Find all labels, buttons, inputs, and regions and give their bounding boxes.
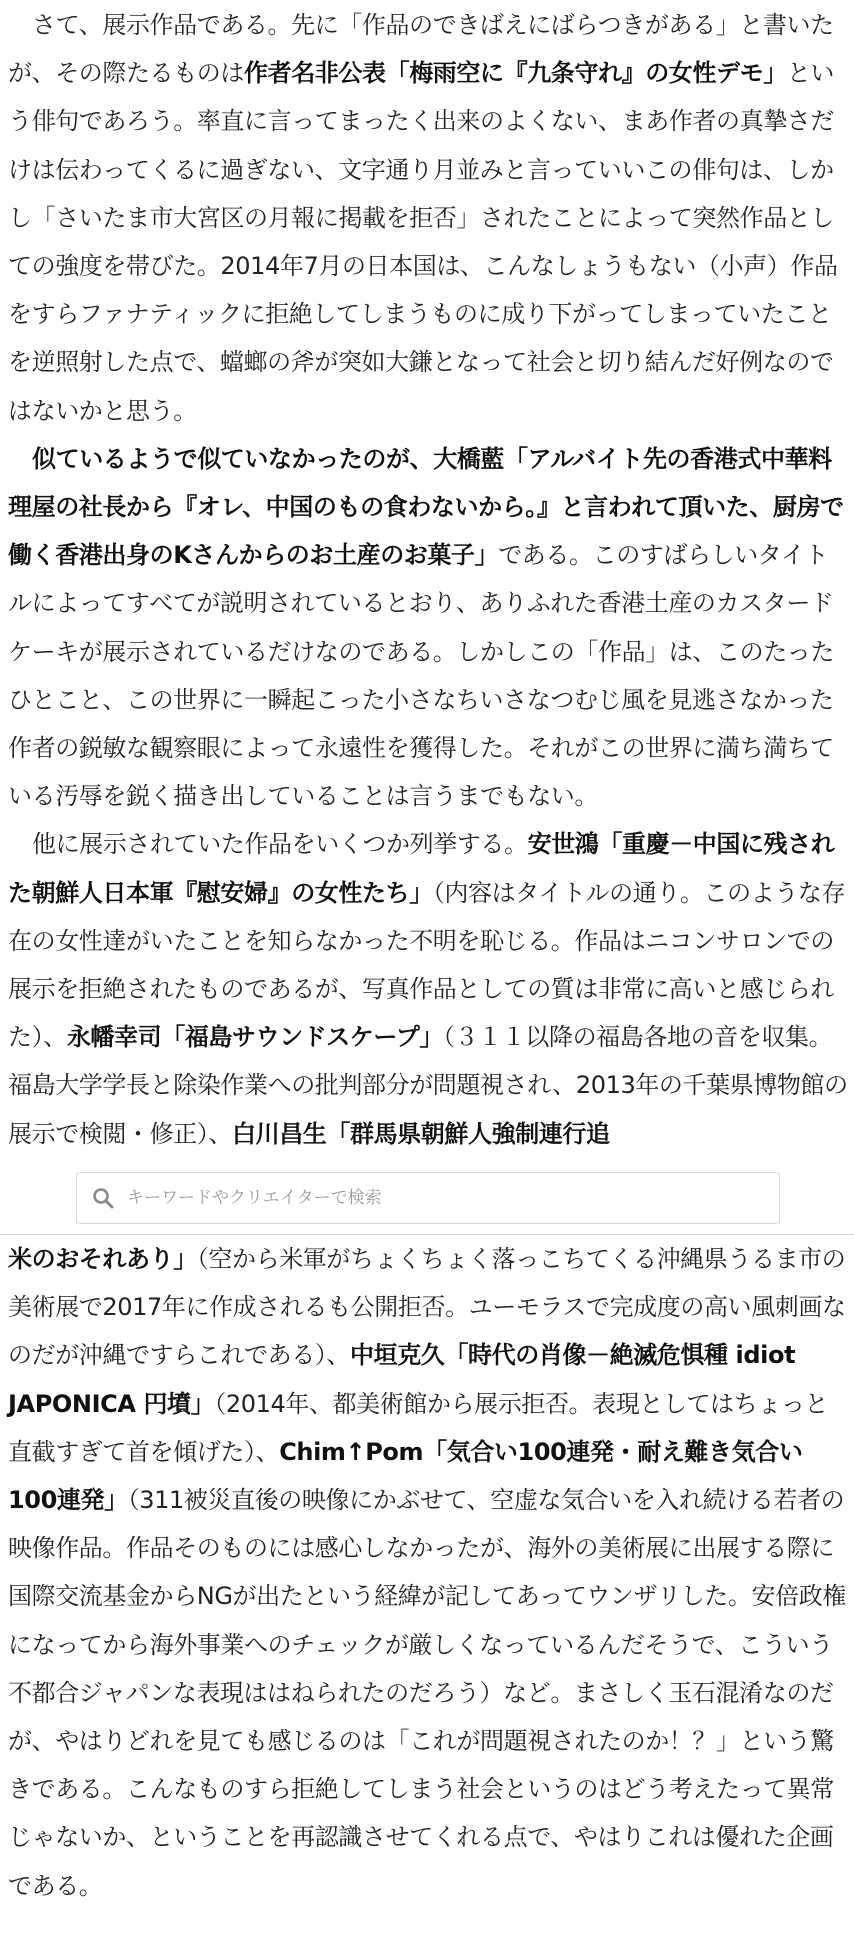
paragraph-text: （内容はタイトルの通り。このような存在の女性達がいたことを知らなかった不明を恥じる。作品はニコンサロンでの展示を拒絶されたものであるが、写真作品としての質は非常に高いと感じられた）、	[8, 878, 846, 1052]
paragraph-text: （311被災直後の映像にかぶせて、空虚な気合いを入れ続ける若者の映像作品。作品そのものには感心しなかったが、海外の美術展に出展する際に国際交流基金からNGが出たという経緯が記してあってウンザリした。安倍政権になってから海外事業へのチェックが厳しくなっているんだそうで、こういう不都合ジャパンな表現ははねられたのだろう）など。まさしく玉石混淆なのだが、やはりどれを見ても感じるのは「これが問題視されたのか！？」という驚きである。こんなものすら拒絶してしまう社会というのはどう考えたって異常じゃないか、ということを再認識させてくれる点で、やはりこれは優れた企画である。	[8, 1486, 846, 1900]
work-title-bold: Chim↑Pom「気合い100連発・耐え難き気合い100連発」	[8, 1437, 803, 1515]
work-title-bold: 作者名非公表「梅雨空に『九条守れ』の女性デモ」	[244, 59, 787, 88]
paragraph-text: という俳句であろう。率直に言ってまったく出来のよくない、まあ作者の真摯さだけは伝わってくるに過ぎない、文字通り月並みと言っていいこの俳句は、しかし「さいたま市大宮区の月報に掲載を拒否」されたことによって突然作品としての強度を帯びた。2014年7月の日本国は、こんなしょうもない（小声）作品をすらファナティックに拒絶してしまうものに成り下がってしまっていたことを逆照射した点で、蟷螂の斧が突如大鎌となって社会と切り結んだ好例なのではないかと思う。	[8, 59, 838, 425]
work-title-bold: 似ているようで似ていなかったのが、大橋藍「アルバイト先の香港式中華料理屋の社長から『オレ、中国のもの食わないから。』と言われて頂いた、厨房で働く香港出身のKさんからのお土産のお菓子」	[8, 444, 844, 570]
article-body	[8, 1, 848, 1158]
work-title-bold: 安世鴻「重慶－中国に残された朝鮮人日本軍『慰安婦』の女性たち」	[8, 830, 835, 907]
paragraph-text: さて、展示作品である。先に「作品のできばえにばらつきがある」と書いたが、その際たるものは	[8, 11, 834, 88]
article-paragraph-2	[8, 435, 848, 821]
search-box[interactable]	[76, 1172, 780, 1224]
work-title-bold: 永幡幸司「福島サウンドスケープ」	[66, 1023, 443, 1052]
work-title-bold: 白川昌生「群馬県朝鮮人強制連行追	[232, 1119, 610, 1148]
paragraph-text: 他に展示されていた作品をいくつか列挙する。	[32, 830, 528, 859]
search-input[interactable]	[127, 1178, 779, 1218]
work-title-bold: 米のおそれあり」	[8, 1245, 197, 1273]
article-body-continued	[8, 1235, 848, 1910]
paragraph-text: （３１１以降の福島各地の音を収集。福島大学学長と除染作業への批判部分が問題視され、2013年の千葉県博物館の展示で検閲・修正）、	[8, 1023, 848, 1148]
paragraph-text: （2014年、都美術館から展示拒否。表現としてはちょっと直截すぎて首を傾げた）、	[8, 1389, 829, 1466]
paragraph-text: （空から米軍がちょくちょく落っこちてくる沖縄県うるま市の美術展で2017年に作成されるも公開拒否。ユーモラスで完成度の高い風刺画なのだが沖縄ですらこれである）、	[8, 1245, 846, 1370]
search-bar-overlay	[0, 1171, 854, 1235]
article-paragraph-3-continued	[8, 1235, 848, 1910]
paragraph-text: である。このすばらしいタイトルによってすべてが説明されているとおり、ありふれた香港土産のカスタードケーキが展示されているだけなのである。しかしこの「作品」は、このたったひとこと、この世界に一瞬起こった小さなちいさなつむじ風を見逃さなかった作者の鋭敏な観察眼によって永遠性を獲得した。それがこの世界に満ち満ちている汚辱を鋭く描き出していることは言うまでもない。	[8, 541, 834, 811]
work-title-bold: 中垣克久「時代の肖像－絶滅危惧種 idiot JAPONICA 円墳」	[8, 1341, 796, 1418]
article-paragraph-1	[8, 1, 848, 435]
article-paragraph-3	[8, 820, 848, 1157]
search-icon[interactable]	[91, 1186, 115, 1210]
